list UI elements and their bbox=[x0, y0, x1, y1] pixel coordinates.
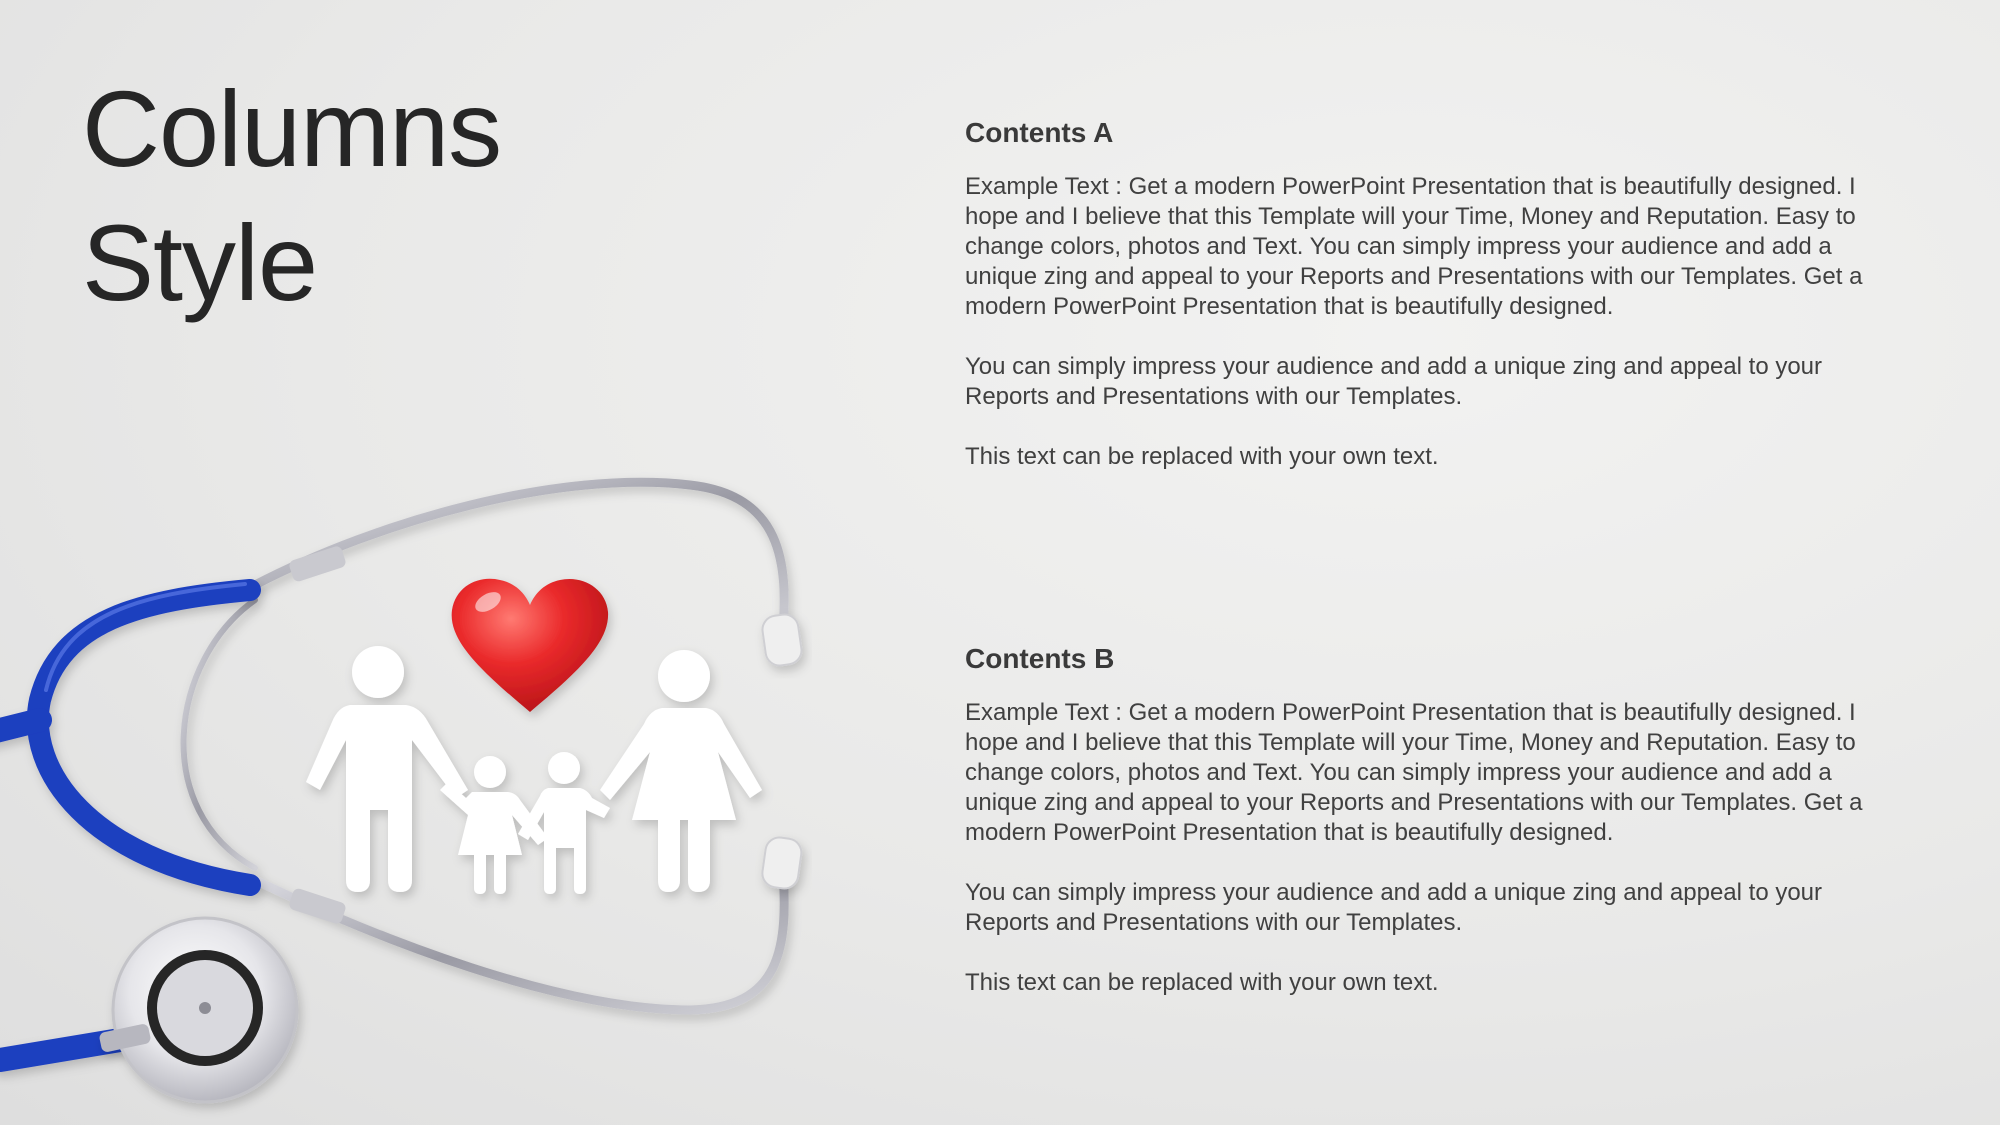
stethoscope-image bbox=[0, 460, 840, 1125]
contents-a-paragraph-2: You can simply impress your audience and add a unique zing and appeal to your Reports and Presentations with our Templates. bbox=[965, 353, 1823, 410]
ear-tip-bottom bbox=[761, 836, 804, 891]
contents-a-column bbox=[965, 114, 1905, 502]
chest-piece bbox=[98, 918, 297, 1102]
contents-b-heading: Contents B bbox=[965, 643, 1115, 674]
contents-b-paragraph-2: You can simply impress your audience and add a unique zing and appeal to your Reports and Presentations with our Templates. bbox=[965, 879, 1823, 936]
contents-b-column bbox=[965, 640, 1905, 1028]
title-line-2: Style bbox=[82, 202, 318, 323]
contents-a-paragraph-3: This text can be replaced with your own text. bbox=[965, 443, 1439, 470]
contents-b-paragraph-1: Example Text : Get a modern PowerPoint Presentation that is beautifully designed. I hope and I believe that this Template will your Time, Money and Reputation. Easy to change colors, photos and Text. You can simply impress your audience and add a unique zing and appeal to your Reports and Presentations with our Templates. Get a modern PowerPoint Presentation that is beautifully designed. bbox=[965, 699, 1863, 846]
contents-b-paragraph-3: This text can be replaced with your own text. bbox=[965, 969, 1439, 996]
title-line-1: Columns bbox=[82, 68, 502, 189]
slide-title bbox=[82, 62, 501, 330]
contents-a-paragraph-1: Example Text : Get a modern PowerPoint Presentation that is beautifully designed. I hope and I believe that this Template will your Time, Money and Reputation. Easy to change colors, photos and Text. You can simply impress your audience and add a unique zing and appeal to your Reports and Presentations with our Templates. Get a modern PowerPoint Presentation that is beautifully designed. bbox=[965, 173, 1863, 320]
ear-tip-top bbox=[761, 613, 804, 668]
heart-icon bbox=[452, 579, 608, 712]
contents-a-heading: Contents A bbox=[965, 117, 1114, 148]
